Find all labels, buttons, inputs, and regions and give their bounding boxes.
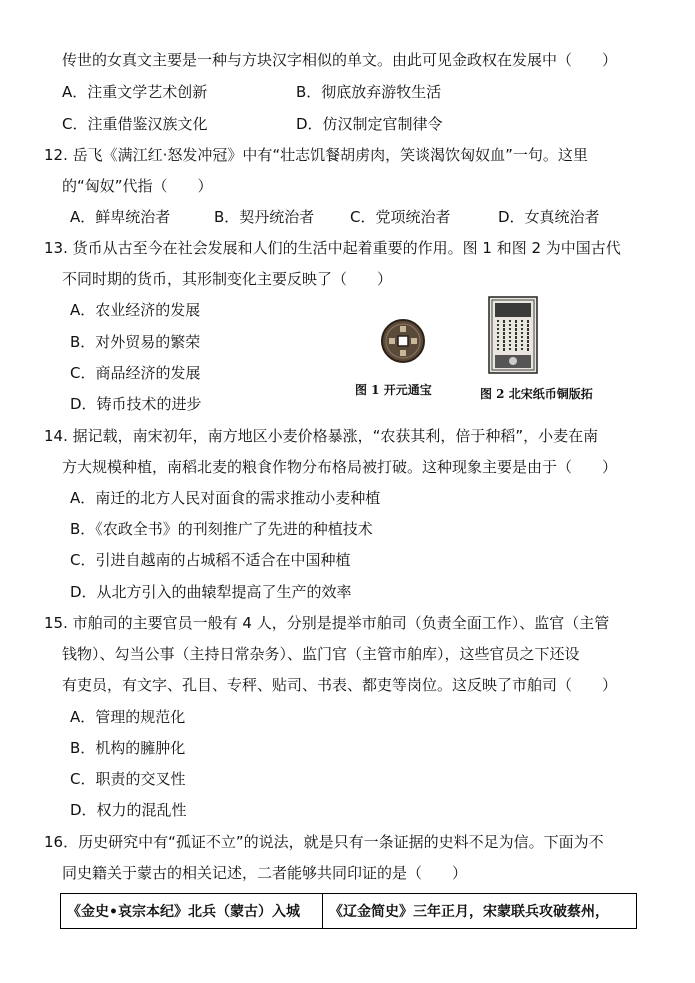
q15-option-c: C．职责的交叉性 <box>70 770 186 788</box>
q12-stem-line2: 的“匈奴”代指（ ） <box>62 177 213 195</box>
q16-source-jinshi: 《金史•哀宗本纪》北兵（蒙古）入城 <box>61 894 323 928</box>
q14-option-c: C．引进自越南的占城稻不适合在中国种植 <box>70 551 351 569</box>
q16-stem-line2: 同史籍关于蒙古的相关记述，二者能够共同印证的是（ ） <box>62 864 468 882</box>
q12-option-d: D．女真统治者 <box>498 208 600 226</box>
q11-option-d: D．仿汉制定官制律令 <box>296 115 443 133</box>
q15-option-b: B．机构的臃肿化 <box>70 739 186 757</box>
q15-stem-line1: 15. 市舶司的主要官员一般有 4 人，分别是提举市舶司（负责全面工作）、监官（主管 <box>44 614 610 632</box>
q12-option-a: A．鲜卑统治者 <box>70 208 171 226</box>
q14-option-a: A．南迁的北方人民对面食的需求推动小麦种植 <box>70 489 381 507</box>
q13-stem-line1: 13. 货币从古至今在社会发展和人们的生活中起着重要的作用。图 1 和图 2 为中国古代 <box>44 239 621 257</box>
q12-option-c: C．党项统治者 <box>350 208 451 226</box>
q16-source-table <box>60 893 637 929</box>
q15-stem-line2: 钱物）、勾当公事（主持日常杂务）、监门官（主管市舶库），这些官员之下还设 <box>62 645 580 663</box>
q14-option-d: D．从北方引入的曲辕犁提高了生产的效率 <box>70 583 352 601</box>
figure-1-caption: 图 1 开元通宝 <box>355 383 432 397</box>
q11-stem-tail: 传世的女真文主要是一种与方块汉字相似的单文。由此可见金政权在发展中（ ） <box>62 51 618 69</box>
q12-stem-line1: 12. 岳飞《满江红·怒发冲冠》中有“壮志饥餐胡虏肉，笑谈渴饮匈奴血”一句。这里 <box>44 146 588 164</box>
q13-option-c: C．商品经济的发展 <box>70 364 201 382</box>
kaiyuan-coin-image <box>380 318 426 364</box>
q14-stem-line2: 方大规模种植，南稻北麦的粮食作物分布格局被打破。这种现象主要是由于（ ） <box>62 458 618 476</box>
q11-option-b: B．彻底放弃游牧生活 <box>296 83 442 101</box>
q13-option-b: B．对外贸易的繁荣 <box>70 333 201 351</box>
q11-option-a: A．注重文学艺术创新 <box>62 83 208 101</box>
q13-option-d: D．铸币技术的进步 <box>70 395 202 413</box>
q12-option-b: B．契丹统治者 <box>214 208 315 226</box>
song-paper-money-image <box>488 296 538 374</box>
q16-source-liaojin: 《辽金简史》三年正月，宋蒙联兵攻破蔡州， <box>329 904 609 920</box>
q15-stem-line3: 有吏员，有文字、孔目、专秤、贴司、书表、都吏等岗位。这反映了市舶司（ ） <box>62 676 618 694</box>
q13-stem-line2: 不同时期的货币，其形制变化主要反映了（ ） <box>62 270 393 288</box>
figure-2-caption: 图 2 北宋纸币铜版拓 <box>480 387 593 401</box>
q16-stem-line1: 16．历史研究中有“孤证不立”的说法，就是只有一条证据的史料不足为信。下面为不 <box>44 833 604 851</box>
q13-option-a: A．农业经济的发展 <box>70 301 201 319</box>
q14-stem-line1: 14. 据记载，南宋初年，南方地区小麦价格暴涨，“农获其利，倍于种稻”，小麦在南 <box>44 427 599 445</box>
q11-option-c: C．注重借鉴汉族文化 <box>62 115 208 133</box>
q15-option-a: A．管理的规范化 <box>70 708 186 726</box>
q14-option-b: B．《农政全书》的刊刻推广了先进的种植技术 <box>70 520 373 538</box>
q15-option-d: D．权力的混乱性 <box>70 801 187 819</box>
